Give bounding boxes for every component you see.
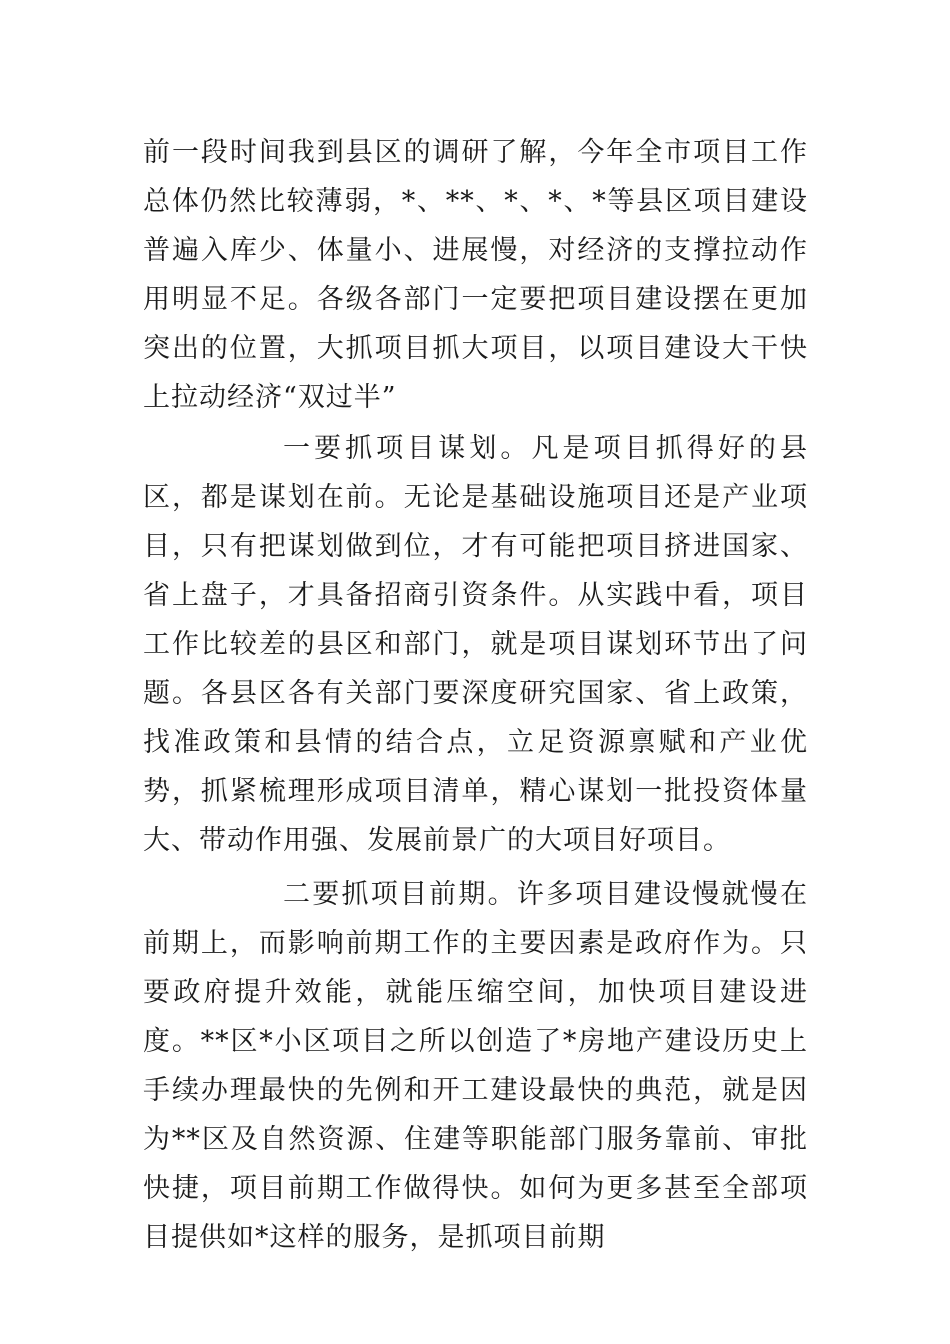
- paragraph-intro: 前一段时间我到县区的调研了解，今年全市项目工作总体仍然比较薄弱，*、**、*、*、*等县区项目建设普遍入库少、体量小、进展慢，对经济的支撑拉动作用明显不足。各级各部门一定要把项目建设摆在更加突出的位置，大抓项目抓大项目，以项目建设大干快上拉动经济“双过半”: [143, 137, 808, 413]
- paragraph-project-preliminary: 二要抓项目前期。许多项目建设慢就慢在前期上，而影响前期工作的主要因素是政府作为。只要政府提升效能，就能压缩空间，加快项目建设进度。**区*小区项目之所以创造了*房地产建设历史上手续办理最快的先例和开工建设最快的典范，就是因为**区及自然资源、住建等职能部门服务靠前、审批快捷，项目前期工作做得快。如何为更多甚至全部项目提供如*这样的服务，是抓项目前期: [143, 879, 808, 1253]
- paragraph-project-planning: 一要抓项目谋划。凡是项目抓得好的县区，都是谋划在前。无论是基础设施项目还是产业项目，只有把谋划做到位，才有可能把项目挤进国家、省上盘子，才具备招商引资条件。从实践中看，项目工作比较差的县区和部门，就是项目谋划环节出了问题。各县区各有关部门要深度研究国家、省上政策，找准政策和县情的结合点，立足资源禀赋和产业优势，抓紧梳理形成项目清单，精心谋划一批投资体量大、带动作用强、发展前景广的大项目好项目。: [143, 433, 808, 856]
